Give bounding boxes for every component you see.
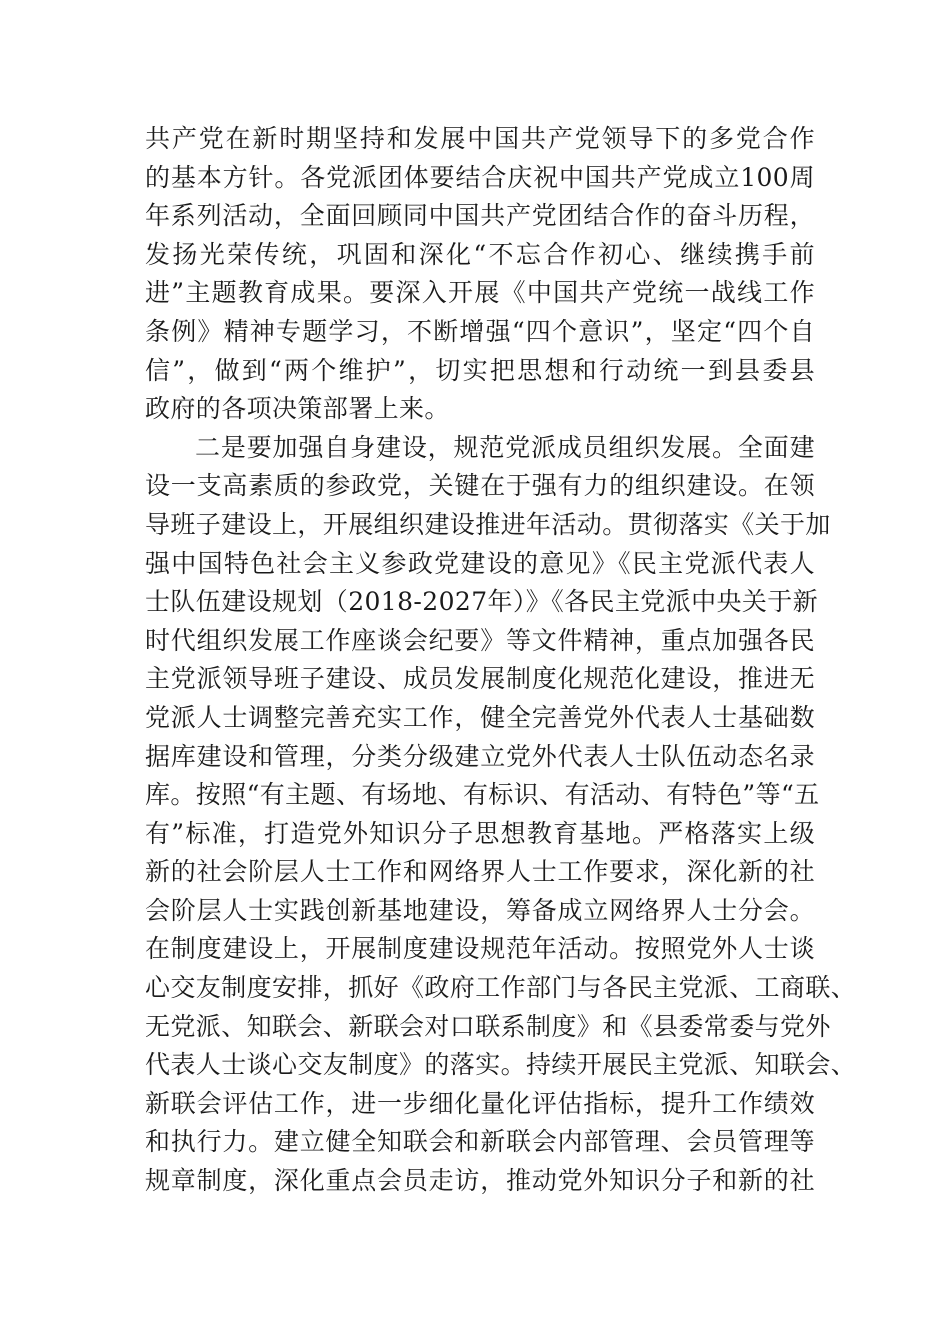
text-line: 强中国特色社会主义参政党建设的意见》《民主党派代表人	[145, 548, 815, 578]
text-line: 主党派领导班子建设、成员发展制度化规范化建设，推进无	[145, 664, 815, 694]
text-line: 有”标准，打造党外知识分子思想教育基地。严格落实上级	[145, 818, 815, 848]
text-line: 据库建设和管理，分类分级建立党外代表人士队伍动态名录	[145, 741, 815, 771]
text-line: 条例》精神专题学习，不断增强“四个意识”，坚定“四个自	[145, 316, 815, 346]
paragraph-start-line: 二是要加强自身建设，规范党派成员组织发展。全面建	[195, 432, 815, 462]
text-line: 进”主题教育成果。要深入开展《中国共产党统一战线工作	[145, 278, 815, 308]
text-line: 共产党在新时期坚持和发展中国共产党领导下的多党合作	[145, 124, 815, 153]
text-line: 时代组织发展工作座谈会纪要》等文件精神，重点加强各民	[145, 625, 815, 655]
text-line: 在制度建设上，开展制度建设规范年活动。按照党外人士谈	[145, 934, 815, 964]
text-line: 发扬光荣传统，巩固和深化“不忘合作初心、继续携手前	[145, 239, 815, 269]
text-line: 新联会评估工作，进一步细化量化评估指标，提升工作绩效	[145, 1088, 815, 1118]
text-line: 党派人士调整完善充实工作，健全完善党外代表人士基础数	[145, 702, 815, 732]
text-line: 信”，做到“两个维护”，切实把思想和行动统一到县委县	[145, 355, 815, 385]
text-line: 无党派、知联会、新联会对口联系制度》和《县委常委与党外	[145, 1011, 831, 1041]
text-line: 士队伍建设规划（2018-2027年）》《各民主党派中央关于新	[145, 587, 819, 617]
paragraph-end-line: 政府的各项决策部署上来。	[145, 394, 450, 424]
text-line: 的基本方针。各党派团体要结合庆祝中国共产党成立100周	[145, 162, 815, 192]
text-line: 会阶层人士实践创新基地建设，筹备成立网络界人士分会。	[145, 895, 815, 925]
text-line: 代表人士谈心交友制度》的落实。持续开展民主党派、知联会、	[145, 1050, 857, 1080]
text-line: 导班子建设上，开展组织建设推进年活动。贯彻落实《关于加	[145, 509, 831, 539]
text-line: 年系列活动，全面回顾同中国共产党团结合作的奋斗历程，	[145, 201, 815, 231]
text-line: 规章制度，深化重点会员走访，推动党外知识分子和新的社	[145, 1166, 815, 1196]
text-line: 设一支高素质的参政党，关键在于强有力的组织建设。在领	[145, 471, 815, 501]
text-line: 新的社会阶层人士工作和网络界人士工作要求，深化新的社	[145, 857, 815, 887]
body-text	[145, 120, 857, 1201]
text-line: 心交友制度安排，抓好《政府工作部门与各民主党派、工商联、	[145, 973, 857, 1003]
text-line: 库。按照“有主题、有场地、有标识、有活动、有特色”等“五	[145, 780, 820, 810]
text-line: 和执行力。建立健全知联会和新联会内部管理、会员管理等	[145, 1127, 815, 1157]
